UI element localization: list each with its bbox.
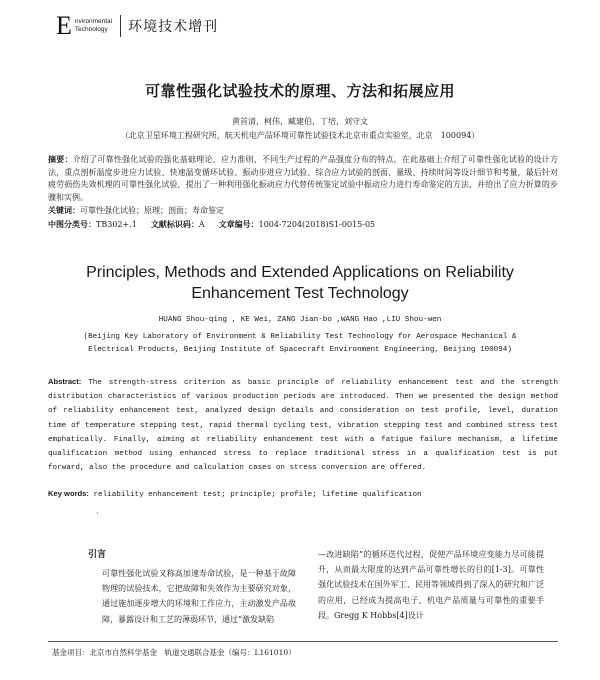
abstract-en [48,375,558,475]
keywords-en-text: reliability enhancement test; principle; profile; lifetime qualification [93,491,422,499]
intro-paragraph-left: 可靠性强化试验又称高加速寿命试验，是一种基于故障物理的试验技术，它把故障和失效作为主要研究对象，通过施加逐步增大的环境和工作应力，主动激发产品故障，暴露设计和工艺的薄弱环节，通过“激发缺陷 [102,569,296,624]
keywords-cn-text: 可靠性强化试验；原理；剖面；寿命鉴定 [80,206,224,215]
affiliation-en: (Beijing Key Laboratory of Environment & Reliability Test Technology for Aerospace Mechanical & Electrical Products, Beijing Institute of Spacecraft Environment Engineering, Beijing 100094) [83,333,517,354]
footnote-rule [48,641,558,642]
intro-paragraph-right: —改进缺陷”的循环迭代过程，促使产品环境应变能力尽可能提升，从而最大限度的达到产品可靠性增长的目的[1-3]。可靠性强化试验技术在国外军工、民用等领域得到了深入的研究和广泛的应用，已经成为提高电子、机电产品质量与可靠性的重要手段。Gregg K Hobbs[4]设计 [318,550,544,620]
journal-name-en-line1: nvironmental [74,18,113,25]
separator-dot: · [96,509,99,518]
keywords-cn-label: 关键词： [48,205,80,215]
journal-name-cn: 环境技术增刊 [128,19,219,35]
journal-header [56,12,218,40]
keywords-en-label: Key words: [48,489,89,498]
abstract-cn [48,153,558,204]
body-column-left [86,566,296,627]
document-code: 文献标识码：A [150,220,205,229]
clc-number: 中图分类号：TB302+.1 [48,220,137,229]
body-column-right [318,547,544,623]
abstract-cn-label: 摘要： [48,154,73,164]
paper-title-en: Principles, Methods and Extended Applications on Reliability Enhancement Test Technology [86,264,514,302]
abstract-cn-text: 介绍了可靠性强化试验的强化基础理论、应力准则、不同生产过程的产品强度分布的特点，在此基础上介绍了可靠性强化试验的设计方法，重点剖析温度步进应力试验、快速温变循环试验、振动步进应力试验、综合应力试验的剖面、量级、持续时间等设计细节和考量，最后针对疲劳损伤失效机理的可靠性强化试验，提出了一种利用强化振动应力代替传统鉴定试验中振动应力进行寿命鉴定的方法，并给出了应力折算的步骤和实例。 [48,155,559,202]
abstract-en-label: Abstract: [48,377,82,386]
abstract-en-text: The strength-stress criterion as basic principle of reliability enhancement test and the strength distribution characteristics of various production periods are introduced. Then we presented the design method of reliability enhancement test, analyzed design details and consideration on test profile, level, duration time of temperature stepping test, rapid thermal cycling test, vibration stepping test and combined stress test emphatically. Finally, aiming at reliability enhancement test with a fatigue failure mechanism, a lifetime qualification method using enhanced stress to replace traditional stress in a qualification test is put forward, also the procedure and calculation cases on stress conversion are offered. [48,379,558,473]
keywords-en [48,489,558,499]
affiliation-cn: （北京卫星环境工程研究所，航天机电产品环境可靠性试验技术北京市重点实验室，北京 100094） [120,131,480,140]
article-number: 文章编号：1004-7204(2018)S1-0015-05 [218,220,376,229]
authors-en: HUANG Shou-qing , KE Wei, ZANG Jian-bo ,WANG Hao ,LIU Shou-wen [158,316,442,324]
funding-footnote: 基金项目：北京市自然科学基金 轨道交通联合基金（编号：L161010） [52,648,296,657]
keywords-cn [48,205,558,216]
classification-row [48,219,558,230]
journal-name-en-line2: Technology [74,26,108,33]
paper-title-cn: 可靠性强化试验技术的原理、方法和拓展应用 [144,82,455,100]
journal-name-en [75,18,112,34]
authors-cn: 黄首清，柯伟，臧建伯，丁培，刘守文 [232,117,368,126]
journal-logo-letter: E [56,11,72,40]
section-heading-introduction: 引言 [88,550,107,560]
header-divider [120,15,121,37]
